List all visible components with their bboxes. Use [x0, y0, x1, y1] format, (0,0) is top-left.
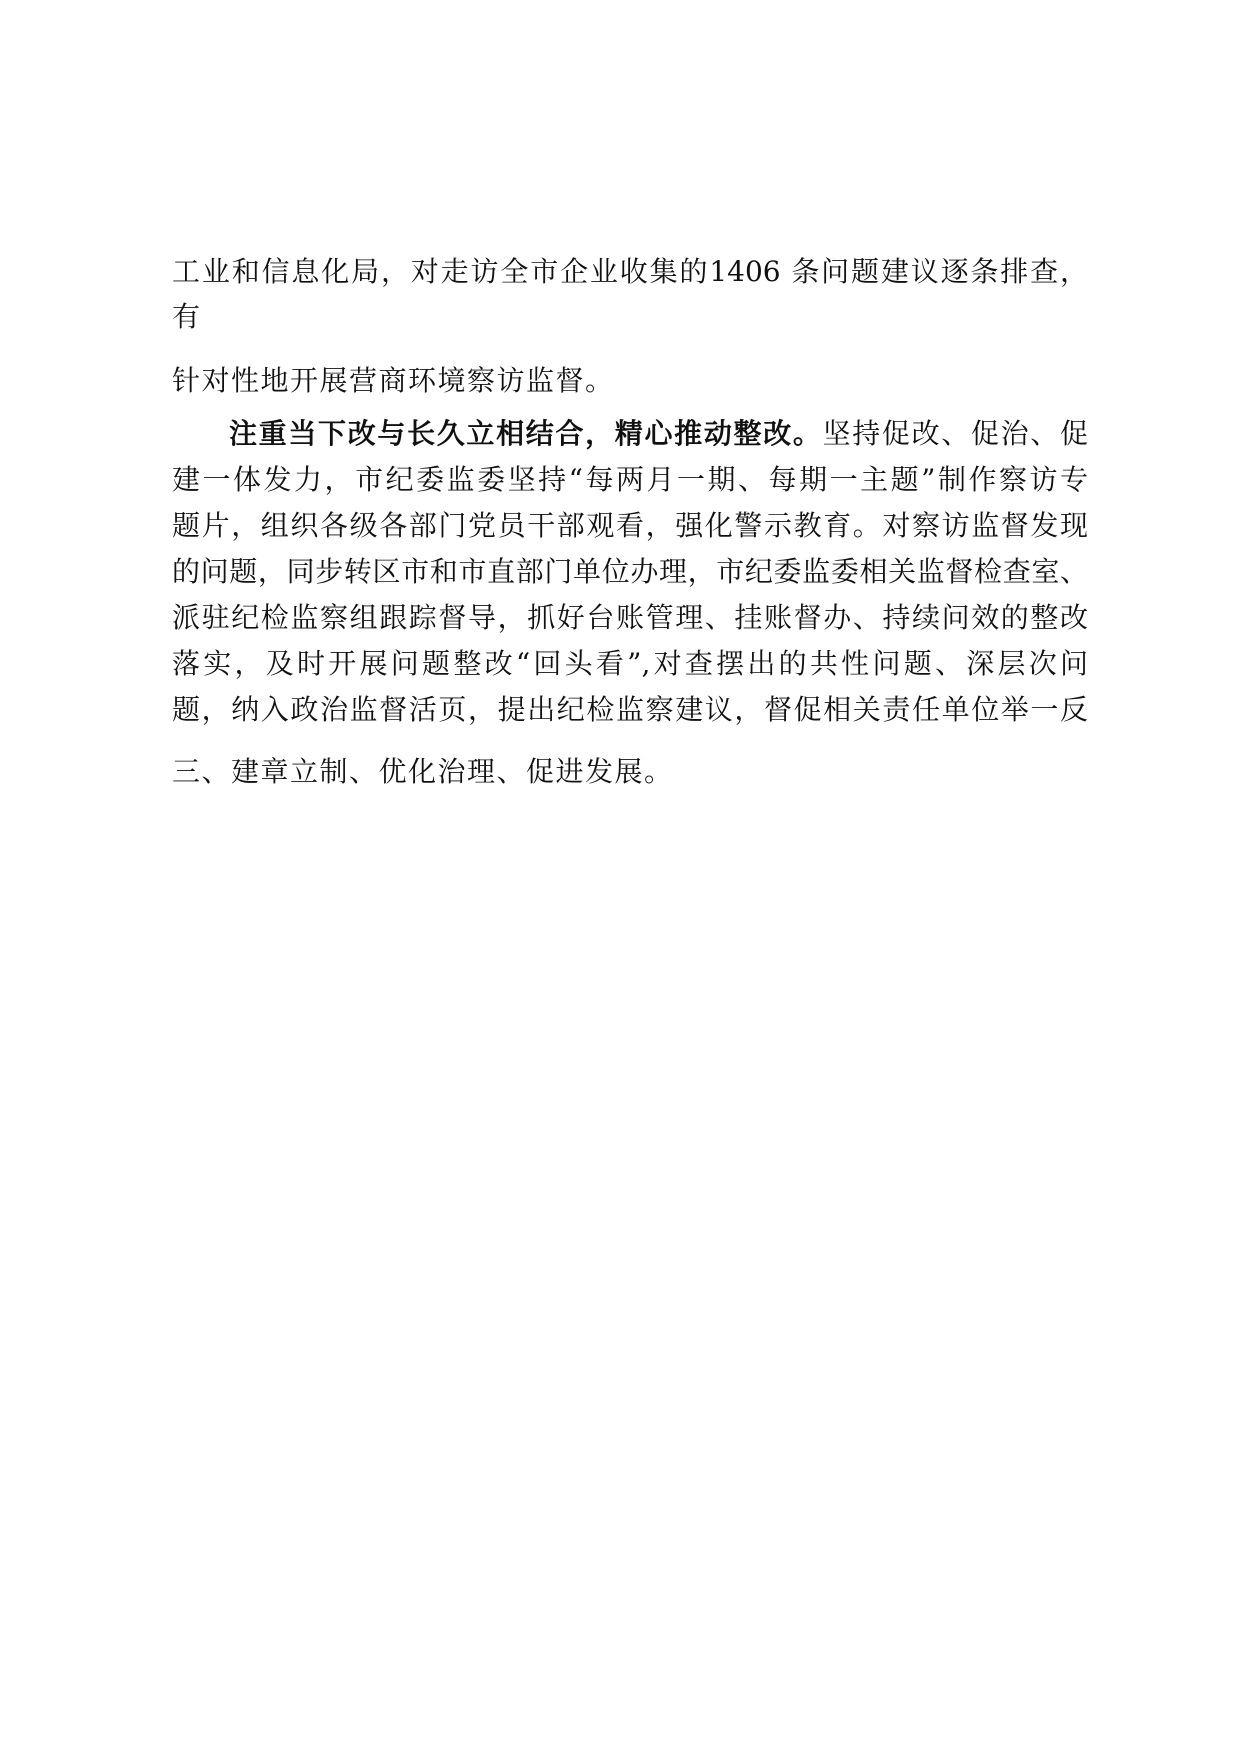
paragraph-1-line-1: 工业和信息化局，对走访全市企业收集的1406 条问题建议逐条排查，: [172, 255, 1088, 288]
paragraph-1-line-3: 针对性地开展营商环境察访监督。: [172, 364, 615, 397]
paragraph-2-line-2: 建一体发力，市纪委监委坚持“每两月一期、每期一主题”制作察访专: [172, 463, 1088, 496]
paragraph-2-line-5: 派驻纪检监察组跟踪督导，抓好台账管理、挂账督办、持续问效的整改: [172, 601, 1088, 634]
paragraph-2-line-3: 题片，组织各级各部门党员干部观看，强化警示教育。对察访监督发现: [172, 509, 1088, 542]
paragraph-2-line-1-text: 坚持促改、促治、促: [822, 417, 1088, 450]
paragraph-3-line-1: 三、建章立制、优化治理、促进发展。: [172, 755, 674, 788]
paragraph-2-line-6: 落实，及时开展问题整改“回头看”,对查摆出的共性问题、深层次问: [172, 647, 1088, 680]
paragraph-2-line-7: 题，纳入政治监督活页，提出纪检监察建议，督促相关责任单位举一反: [172, 693, 1088, 726]
paragraph-2-heading: 注重当下改与长久立相结合，精心推动整改。: [229, 417, 823, 450]
paragraph-1-line-2: 有: [172, 300, 202, 333]
paragraph-2-line-1: [229, 414, 1088, 454]
paragraph-2-line-4: 的问题，同步转区市和市直部门单位办理，市纪委监委相关监督检查室、: [172, 555, 1088, 588]
